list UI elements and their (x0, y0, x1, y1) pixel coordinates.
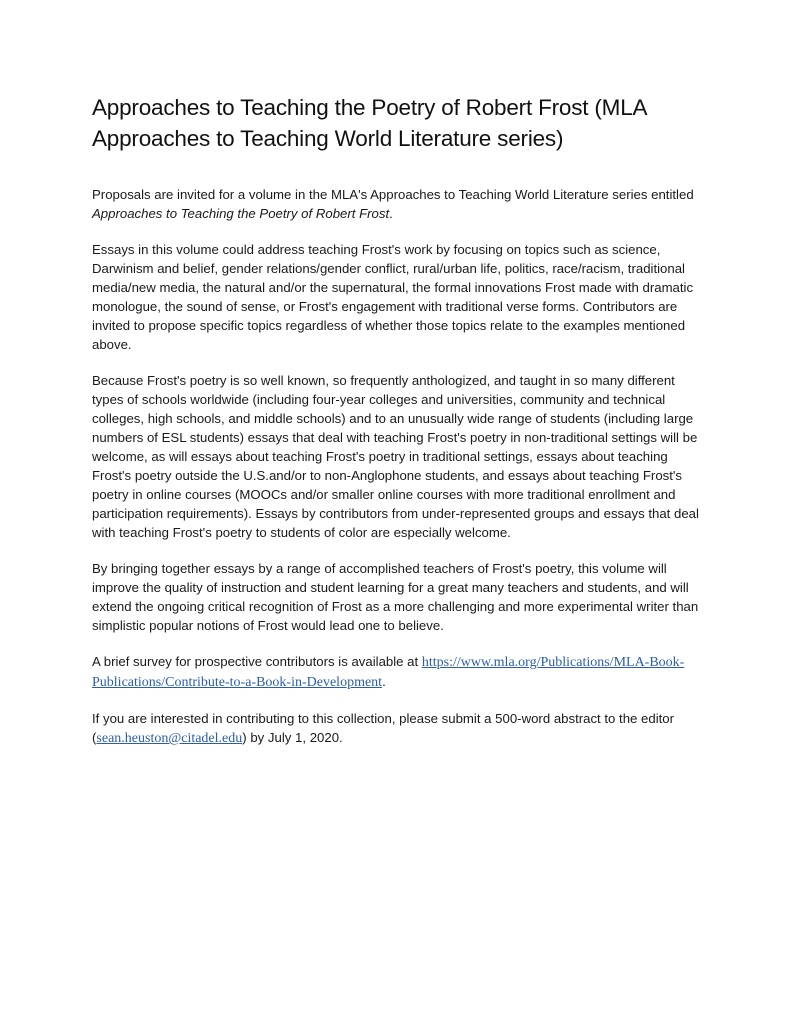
document-body (92, 185, 704, 748)
survey-paragraph (92, 652, 704, 692)
survey-period: . (382, 674, 386, 689)
intro-text: Proposals are invited for a volume in the MLA's Approaches to Teaching World Literature series entitled (92, 187, 694, 202)
intro-period: . (389, 206, 393, 221)
survey-text: A brief survey for prospective contributors is available at (92, 654, 422, 669)
document-page (92, 92, 704, 765)
volume-title: Approaches to Teaching the Poetry of Robert Frost (92, 206, 390, 221)
submission-deadline: ) by July 1, 2020. (242, 730, 343, 745)
document-title: Approaches to Teaching the Poetry of Robert Frost (MLA Approaches to Teaching World Literature series) (92, 95, 647, 151)
intro-paragraph (92, 185, 704, 223)
survey-link[interactable]: https://www.mla.org/Publications/MLA-Book-Publications/Contribute-to-a-Book-in-Development (92, 655, 685, 690)
submission-paragraph (92, 709, 704, 748)
submission-text: If you are interested in contributing to this collection, please submit a 500-word abstract to the editor ( (92, 711, 675, 745)
audience-paragraph: Because Frost's poetry is so well known, so frequently anthologized, and taught in so many different types of schools worldwide (including four-year colleges and universities, community and technical colleges, high schools, and middle schools) and to an unusually wide range of students (including large numbers of ESL students) essays that deal with teaching Frost's poetry in non-traditional settings will be welcome, as will essays about teaching Frost's poetry in traditional settings, essays about teaching Frost's poetry outside the U.S.and/or to non-Anglophone students, and essays about teaching Frost's poetry in online courses (MOOCs and/or smaller online courses with more traditional enrollment and participation requirements). Essays by contributors from under-represented groups and essays that deal with teaching Frost's poetry to students of color are especially welcome. (92, 373, 699, 540)
purpose-paragraph: By bringing together essays by a range of accomplished teachers of Frost's poetry, this volume will improve the quality of instruction and student learning for a great many teachers and students, and will extend the ongoing critical recognition of Frost as a more challenging and more experimental writer than simplistic popular notions of Frost would lead one to believe. (92, 561, 699, 633)
topics-paragraph: Essays in this volume could address teaching Frost's work by focusing on topics such as science, Darwinism and belief, gender relations/gender conflict, rural/urban life, politics, race/racism, traditional media/new media, the natural and/or the supernatural, the formal innovations Frost made with dramatic monologue, the sound of sense, or Frost's engagement with traditional verse forms. Contributors are invited to propose specific topics regardless of whether those topics relate to the examples mentioned above. (92, 242, 694, 352)
editor-email-link[interactable]: sean.heuston@citadel.edu (96, 731, 243, 746)
